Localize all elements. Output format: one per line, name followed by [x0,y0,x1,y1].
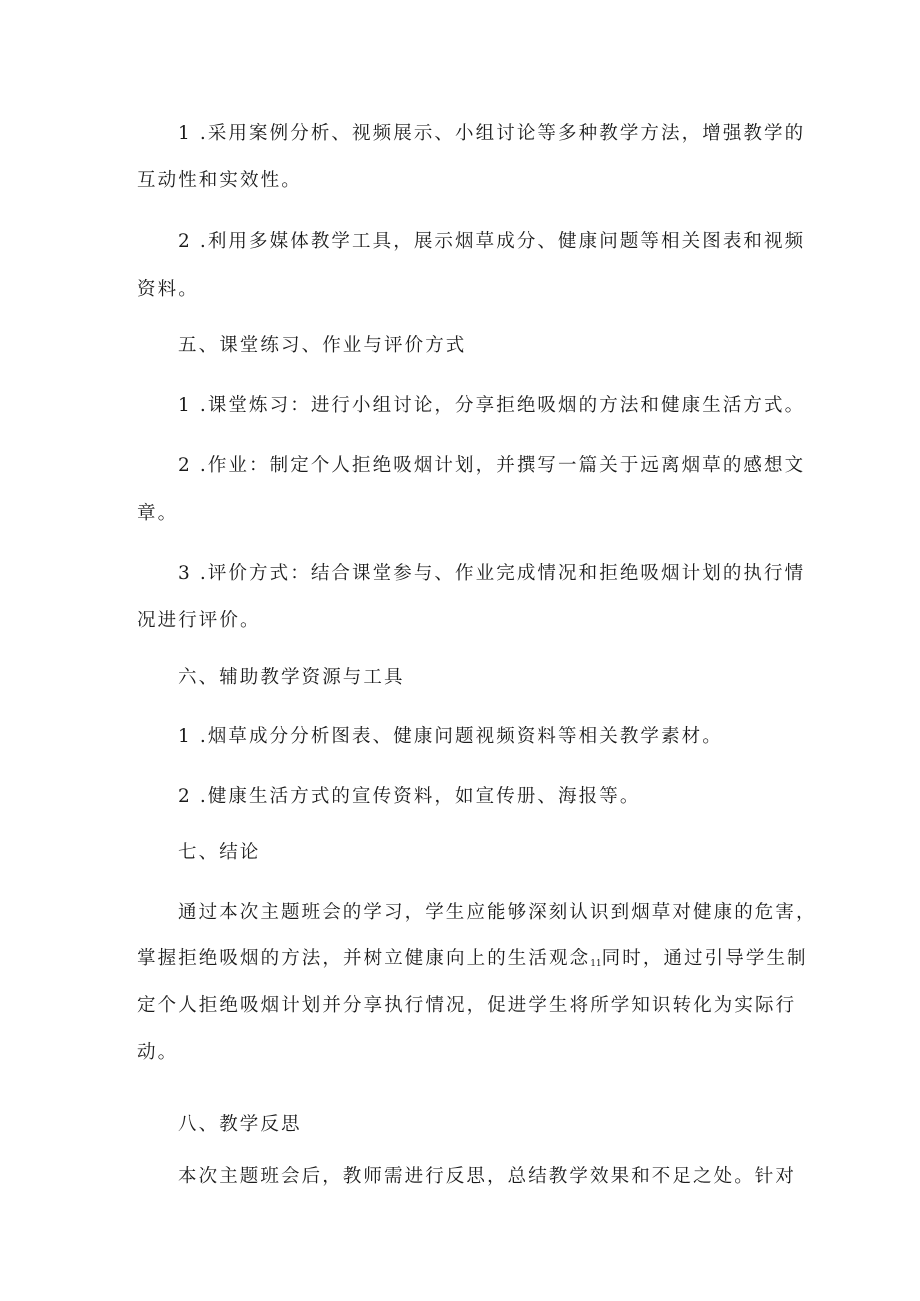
resource-item-1: 1 .烟草成分分析图表、健康问题视频资料等相关教学素材。 [178,726,723,747]
section-8-heading: 八、教学反思 [178,1114,302,1135]
method-item-1-line-2: 互动性和实效性。 [137,170,302,191]
conclusion-line-1: 通过本次主题班会的学习，学生应能够深刻认识到烟草对健康的危害， [178,902,817,923]
practice-item-2-line-1: 2 .作业：制定个人拒绝吸烟计划，并撰写一篇关于远离烟草的感想文 [178,455,806,476]
conclusion-line-2 [137,946,808,977]
practice-item-1: 1 .课堂炼习：进行小组讨论，分享拒绝吸烟的方法和健康生活方式。 [178,395,806,416]
section-6-heading: 六、辅助教学资源与工具 [178,667,405,688]
practice-item-3-line-1: 3 .评价方式：结合课堂参与、作业完成情况和拒绝吸烟计划的执行情 [178,563,806,584]
method-item-1-line-1: 1 .采用案例分析、视频展示、小组讨论等多种教学方法，增强教学的 [178,123,806,144]
section-5-heading: 五、课堂练习、作业与评价方式 [178,335,467,356]
method-item-2-line-2: 资料。 [137,279,199,300]
footnote-mark: 11 [590,959,602,969]
resource-item-2: 2 .健康生活方式的宣传资料，如宣传册、海报等。 [178,786,641,807]
reflection-line-1: 本次主题班会后，教师需进行反思，总结教学效果和不足之处。针对 [178,1166,797,1187]
conclusion-line-3: 定个人拒绝吸烟计划并分享执行情况，促进学生将所学知识转化为实际行 [137,995,797,1016]
conclusion-line-4: 动。 [137,1042,179,1063]
practice-item-2-line-2: 章。 [137,503,179,524]
conclusion-line-2-part-b: 同时，通过引导学生制 [601,948,808,969]
conclusion-line-2-part-a: 掌握拒绝吸烟的方法，并树立健康向上的生活观念 [137,948,591,969]
section-7-heading: 七、结论 [178,842,261,863]
practice-item-3-line-2: 况进行评价。 [137,610,261,631]
method-item-2-line-1: 2 .利用多媒体教学工具，展示烟草成分、健康问题等相关图表和视频 [178,231,806,252]
